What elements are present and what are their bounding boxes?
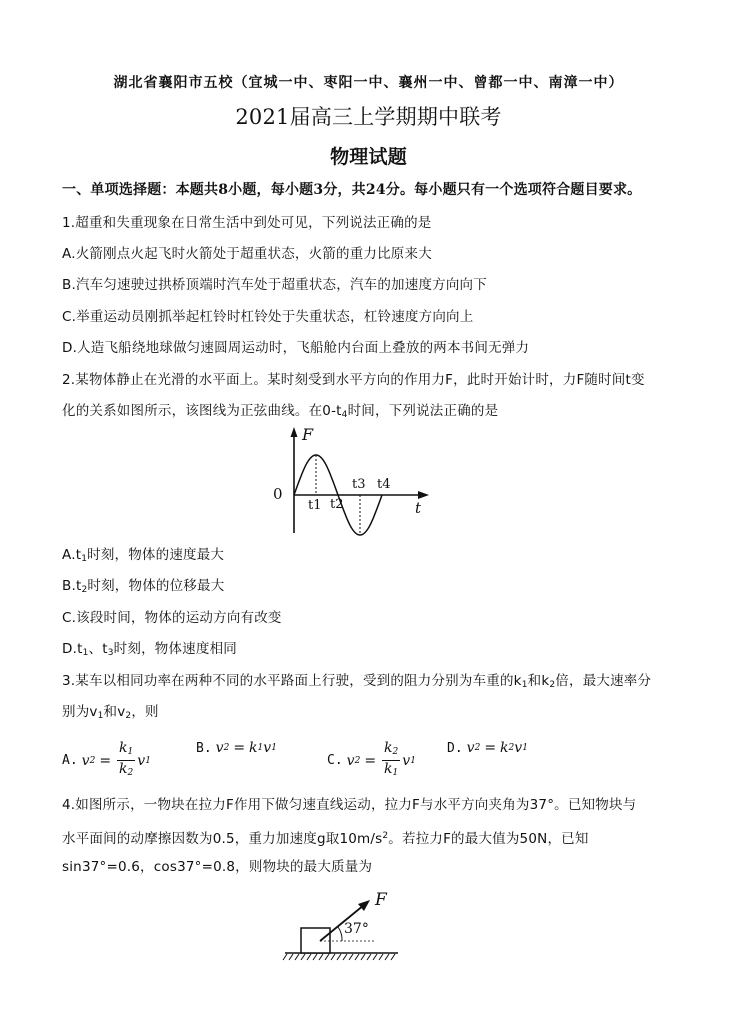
option-text: D.t: [62, 641, 83, 657]
math-var: v: [402, 752, 411, 769]
q3-option-c: [327, 740, 416, 781]
math-sub: 2: [474, 743, 481, 753]
equals-sign: =: [364, 752, 377, 769]
math-sub: 2: [392, 747, 399, 757]
equals-sign: =: [484, 740, 497, 756]
angle-label: 37°: [344, 921, 369, 937]
denominator: [117, 761, 135, 781]
q4-stem-line1: 4.如图所示，一物块在拉力F作用下做匀速直线运动，拉力F与水平方向夹角为37°。已知物块与: [62, 797, 637, 813]
q1-option-b: B.汽车匀速驶过拱桥顶端时汽车处于超重状态，汽车的加速度方向向下: [62, 277, 487, 293]
stem-sub: 2: [549, 680, 556, 690]
block-force-diagram: [280, 888, 410, 963]
stem-text: 倍，最大速率分: [555, 673, 652, 689]
q4-stem-line2: [62, 827, 589, 848]
option-label: A.: [62, 753, 78, 768]
origin-label: 0: [273, 485, 283, 503]
q2-stem-text-post: 时间，下列说法正确的是: [347, 403, 499, 419]
stem-text: 和k: [527, 673, 550, 689]
math-var: k: [119, 761, 128, 777]
option-label: D.: [447, 740, 463, 756]
math-sub: 1: [392, 768, 399, 778]
option-label: B.: [196, 740, 212, 756]
denominator: [382, 761, 400, 781]
q3-option-b: [196, 740, 277, 756]
numerator: [117, 740, 135, 761]
q2-option-b: [62, 577, 224, 599]
math-sub: 2: [89, 755, 96, 766]
q1-stem: 1.超重和失重现象在日常生活中到处可见，下列说法正确的是: [62, 215, 432, 231]
math-var: v: [346, 752, 355, 769]
q2-stem-line1: 2.某物体静止在光滑的水平面上。某时刻受到水平方向的作用力F，此时开始计时，力F随时间t变: [62, 372, 645, 388]
schools-header: 湖北省襄阳市五校（宜城一中、枣阳一中、襄州一中、曾都一中、南漳一中）: [113, 75, 624, 91]
stem-sub: 1: [521, 680, 528, 690]
option-label: C.: [327, 753, 343, 768]
option-text: 时刻，物体速度相同: [113, 641, 237, 657]
tick-t3: t3: [352, 477, 366, 492]
q2-option-d: [62, 640, 237, 662]
math-var: v: [466, 740, 475, 756]
q3-stem-line1: [62, 672, 651, 694]
math-sub: 2: [508, 743, 515, 753]
q1-option-c: C.举重运动员刚抓举起杠铃时杠铃处于失重状态，杠铃速度方向向上: [62, 309, 474, 325]
q3-stem-line2: [62, 703, 159, 725]
option-text: 、t: [88, 641, 108, 657]
option-text: A.t: [62, 547, 82, 563]
math-sub: 2: [223, 743, 230, 753]
q3-option-d: [447, 740, 528, 756]
stem-text: 3.某车以相同功率在两种不同的水平路面上行驶，受到的阻力分别为车重的k: [62, 673, 522, 689]
numerator: [382, 740, 400, 761]
equals-sign: =: [99, 752, 112, 769]
option-text: B.t: [62, 578, 82, 594]
option-sub: 3: [107, 648, 114, 658]
math-sub: 1: [127, 747, 134, 757]
math-sub: 1: [257, 743, 264, 753]
stem-sub: 2: [125, 711, 132, 721]
equals-sign: =: [233, 740, 246, 756]
t-axis-label: t: [415, 499, 422, 517]
stem-text: 。若拉力F的最大值为50N，已知: [388, 831, 589, 847]
math-sub: 1: [522, 743, 528, 753]
q3-option-a: [62, 740, 151, 781]
math-var: v: [263, 740, 272, 756]
q2-stem-sub: 4: [341, 410, 348, 420]
math-var: v: [514, 740, 523, 756]
option-text: 时刻，物体的速度最大: [87, 547, 225, 563]
subject-title: 物理试题: [330, 146, 407, 168]
tick-t1: t1: [308, 498, 322, 513]
q2-option-a: [62, 546, 224, 568]
option-sub: 2: [81, 585, 88, 595]
section-heading: 一、单项选择题：本题共8小题，每小题3分，共24分。每小题只有一个选项符合题目要求。: [62, 182, 642, 198]
sine-force-graph: [265, 425, 435, 540]
fraction: [117, 740, 135, 781]
math-var: v: [215, 740, 224, 756]
math-sub: 1: [145, 755, 151, 766]
option-text: 时刻，物体的位移最大: [87, 578, 225, 594]
math-var: v: [81, 752, 90, 769]
q2-stem-line2: [62, 402, 498, 424]
fraction: [382, 740, 400, 781]
math-var: k: [384, 761, 393, 777]
q4-stem-line3: sin37°=0.6，cos37°=0.8，则物块的最大质量为: [62, 859, 373, 875]
q2-stem-text: 化的关系如图所示，该图线为正弦曲线。在0-t: [62, 403, 342, 419]
stem-sub: 1: [97, 711, 104, 721]
math-var: v: [137, 752, 146, 769]
stem-text: 和v: [103, 704, 126, 720]
force-label: F: [375, 890, 387, 910]
f-axis-label: F: [302, 425, 314, 444]
option-sub: 1: [82, 648, 89, 658]
math-var: k: [500, 740, 509, 756]
exam-title: 2021届高三上学期期中联考: [235, 105, 502, 129]
stem-text: 水平面间的动摩擦因数为0.5，重力加速度g取10m/s: [62, 831, 383, 847]
math-var: k: [384, 740, 393, 756]
math-sub: 1: [410, 755, 416, 766]
stem-sup: 2: [382, 831, 389, 841]
tick-t4: t4: [377, 477, 391, 492]
tick-t2: t2: [330, 497, 344, 512]
math-sub: 2: [127, 768, 134, 778]
math-sub: 2: [354, 755, 361, 766]
q2-option-c: C.该段时间，物体的运动方向有改变: [62, 610, 282, 626]
math-var: k: [249, 740, 258, 756]
option-sub: 1: [81, 554, 88, 564]
stem-text: ，则: [131, 704, 159, 720]
stem-text: 别为v: [62, 704, 98, 720]
math-sub: 1: [271, 743, 277, 753]
q1-option-a: A.火箭刚点火起飞时火箭处于超重状态，火箭的重力比原来大: [62, 246, 432, 262]
math-var: k: [119, 740, 128, 756]
q1-option-d: D.人造飞船绕地球做匀速圆周运动时，飞船舱内台面上叠放的两本书间无弹力: [62, 340, 530, 356]
